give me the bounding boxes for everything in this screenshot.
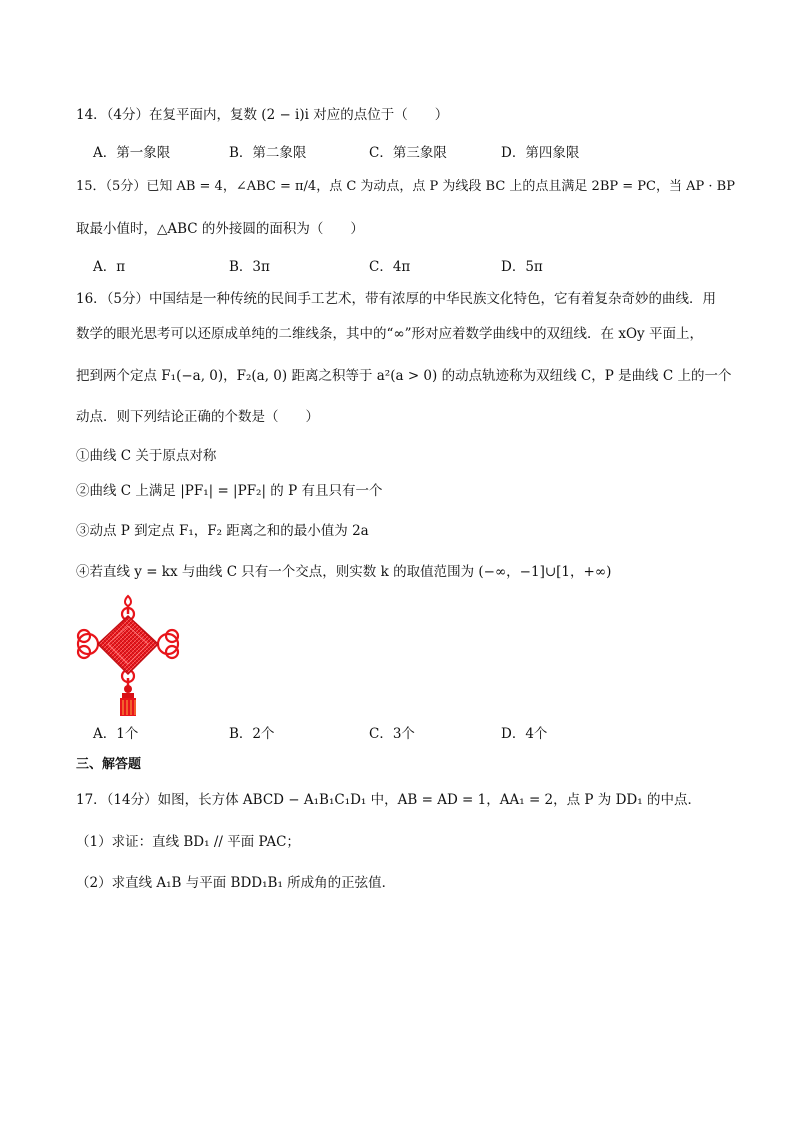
q14-option-a[interactable]: A．第一象限 — [93, 145, 171, 161]
q16-line3: 把到两个定点 F₁(−a, 0)，F₂(a, 0) 距离之积等于 a²(a > 0) 的动点轨迹称为双纽线 C，P 是曲线 C 上的一个 — [76, 368, 732, 384]
q14-option-b[interactable]: B．第二象限 — [229, 145, 307, 161]
q17-part2: （2）求直线 A₁B 与平面 BDD₁B₁ 所成角的正弦值． — [76, 875, 396, 891]
q15-option-b[interactable]: B．3π — [229, 259, 270, 275]
q16-line2: 数学的眼光思考可以还原成单纯的二维线条，其中的“∞”形对应着数学曲线中的双纽线．在 xOy 平面上， — [76, 326, 703, 342]
q15-option-d[interactable]: D．5π — [501, 259, 543, 275]
q16-statement-4: ④若直线 y = kx 与曲线 C 只有一个交点，则实数 k 的取值范围为 (−∞，−1]∪[1，+∞) — [76, 564, 612, 580]
q16-line1: 16．（5分）中国结是一种传统的民间手工艺术，带有浓厚的中华民族文化特色，它有着复杂奇妙的曲线．用 — [76, 291, 717, 307]
q16-statement-1: ①曲线 C 关于原点对称 — [76, 448, 217, 464]
q16-option-d[interactable]: D．4个 — [501, 726, 548, 742]
q17-part1: （1）求证：直线 BD₁ // 平面 PAC； — [76, 834, 300, 850]
q14-stem: 14．（4分）在复平面内，复数 (2 − i)i 对应的点位于（ ） — [76, 107, 449, 123]
q17-stem: 17．（14分）如图，长方体 ABCD − A₁B₁C₁D₁ 中，AB = AD = 1，AA₁ = 2，点 P 为 DD₁ 的中点． — [76, 792, 701, 808]
q14-option-d[interactable]: D．第四象限 — [501, 145, 580, 161]
q15-stem-line2: 取最小值时，△ABC 的外接圆的面积为（ ） — [76, 221, 364, 237]
q16-option-b[interactable]: B．2个 — [229, 726, 275, 742]
q16-option-a[interactable]: A．1个 — [93, 726, 139, 742]
q16-statement-2: ②曲线 C 上满足 |PF₁| = |PF₂| 的 P 有且只有一个 — [76, 483, 383, 499]
q14-option-c[interactable]: C．第三象限 — [369, 145, 447, 161]
section-title: 三、解答题 — [76, 757, 142, 772]
chinese-knot-image — [74, 594, 182, 718]
q16-statement-3: ③动点 P 到定点 F₁，F₂ 距离之和的最小值为 2a — [76, 523, 369, 539]
q15-option-a[interactable]: A．π — [93, 259, 126, 275]
q15-stem-line1: 15．（5分）已知 AB = 4，∠ABC = π/4，点 C 为动点，点 P 为线段 BC 上的点且满足 2BP = PC，当 AP · BP — [76, 179, 735, 194]
q16-line4: 动点．则下列结论正确的个数是（ ） — [76, 409, 319, 425]
q16-option-c[interactable]: C．3个 — [369, 726, 415, 742]
q15-option-c[interactable]: C．4π — [369, 259, 411, 275]
